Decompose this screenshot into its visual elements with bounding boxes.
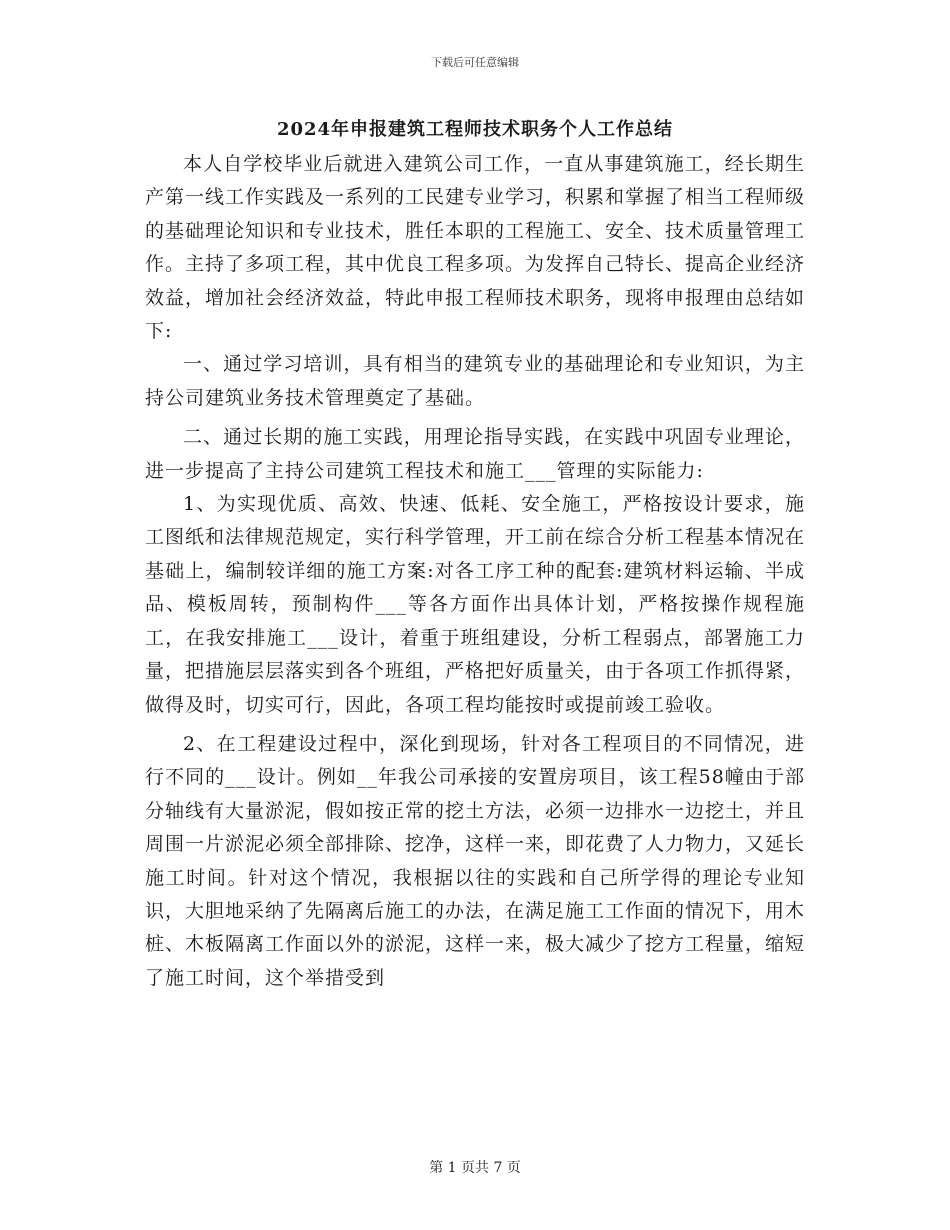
- paragraph-item-2: 2、在工程建设过程中，深化到现场，针对各工程项目的不同情况，进行不同的___设计。例如__年我公司承接的安置房项目，该工程58幢由于部分轴线有大量淤泥，假如按正常的挖土方法，必须一边排水一边挖土，并且周围一片淤泥必须全部排除、挖净，这样一来，即花费了人力物力，又延长施工时间。针对这个情况，我根据以往的实践和自己所学得的理论专业知识，大胆地采纳了先隔离后施工的办法，在满足施工工作面的情况下，用木桩、木板隔离工作面以外的淤泥，这样一来，极大减少了挖方工程量，缩短了施工时间，这个举措受到: [145, 732, 806, 989]
- paragraph-section-1: 一、通过学习培训，具有相当的建筑专业的基础理论和专业知识，为主持公司建筑业务技术管理奠定了基础。: [145, 353, 805, 409]
- page-header-note: 下载后可任意编辑: [431, 56, 519, 69]
- document-body: [145, 148, 805, 995]
- document-title: 2024年申报建筑工程师技术职务个人工作总结: [276, 119, 674, 140]
- paragraph-section-2: 二、通过长期的施工实践，用理论指导实践，在实践中巩固专业理论，进一步提高了主持公司建筑工程技术和施工___管理的实际能力:: [145, 426, 805, 482]
- paragraph-intro: 本人自学校毕业后就进入建筑公司工作，一直从事建筑施工，经长期生产第一线工作实践及一系列的工民建专业学习，积累和掌握了相当工程师级的基础理论知识和专业技术，胜任本职的工程施工、安全、技术质量管理工作。主持了多项工程，其中优良工程多项。为发挥自己特长、提高企业经济效益，增加社会经济效益，特此申报工程师技术职务，现将申报理由总结如下:: [145, 153, 806, 343]
- page-number: 第 1 页共 7 页: [429, 1160, 521, 1176]
- paragraph-item-1: 1、为实现优质、高效、快速、低耗、安全施工，严格按设计要求，施工图纸和法律规范规定，实行科学管理，开工前在综合分析工程基本情况在基础上，编制较详细的施工方案:对各工序工种的配套:建筑材料运输、半成品、模板周转，预制构件___等各方面作出具体计划，严格按操作规程施工，在我安排施工___设计，着重于班组建设，分析工程弱点，部署施工力量，把措施层层落实到各个班组，严格把好质量关，由于各项工作抓得紧，做得及时，切实可行，因此，各项工程均能按时或提前竣工验收。: [145, 493, 806, 716]
